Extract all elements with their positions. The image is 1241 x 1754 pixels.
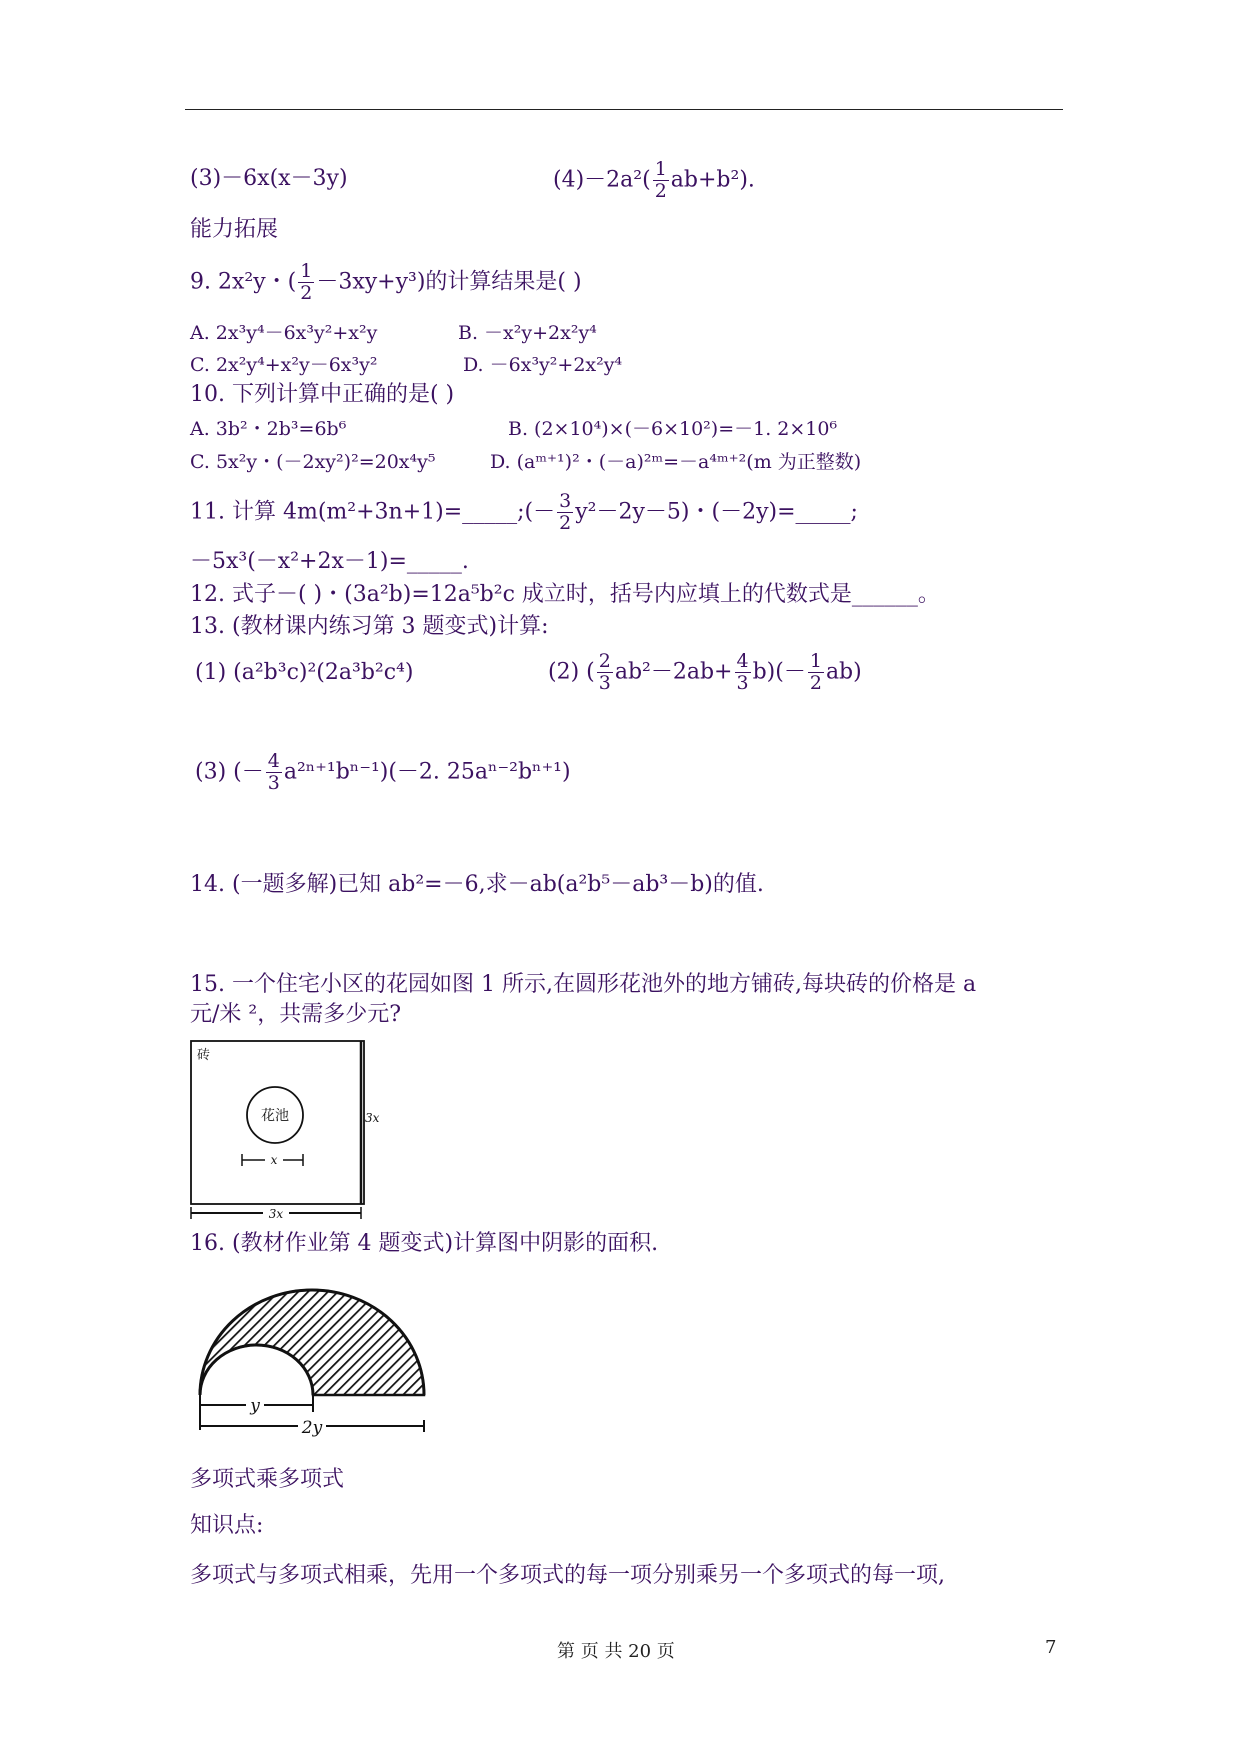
q9-option-b: B. －x²y+2x²y⁴ — [458, 322, 597, 344]
question-16: 16. (教材作业第 4 题变式)计算图中阴影的面积. — [190, 1231, 659, 1256]
section-heading-ability: 能力拓展 — [190, 217, 279, 242]
fraction — [735, 652, 751, 693]
q9-option-d: D. －6x³y²+2x²y⁴ — [463, 354, 623, 376]
numerator: 1 — [654, 158, 667, 180]
q10-option-c: C. 5x²y・(－2xy²)²=20x⁴y⁵ — [190, 451, 436, 473]
fraction — [298, 262, 314, 303]
question-13-2 — [548, 652, 862, 693]
q13-2-middle: ab²－2ab+ — [614, 659, 733, 685]
q13-3-suffix: a²ⁿ⁺¹bⁿ⁻¹)(－2. 25aⁿ⁻²bⁿ⁺¹) — [283, 759, 571, 785]
q13-2-middle-2: b)(－ — [752, 659, 806, 685]
q10-option-a: A. 3b²・2b³=6b⁶ — [190, 418, 347, 440]
question-15-line-1: 15. 一个住宅小区的花园如图 1 所示,在圆形花池外的地方铺砖,每块砖的价格是 a — [190, 972, 977, 997]
fraction — [808, 652, 824, 693]
denominator: 2 — [809, 672, 822, 694]
q13-2-prefix: (2) ( — [548, 659, 595, 685]
q9-suffix: －3xy+y³)的计算结果是( ) — [316, 269, 582, 295]
numerator: 3 — [559, 490, 572, 512]
numerator: 1 — [809, 650, 822, 672]
q10-option-d: D. (aᵐ⁺¹)²・(－a)²ᵐ=－a⁴ᵐ⁺²(m 为正整数) — [490, 451, 862, 473]
denominator: 2 — [559, 512, 572, 534]
question-12: 12. 式子－( )・(3a²b)=12a⁵b²c 成立时，括号内应填上的代数式是______。 — [190, 582, 940, 607]
q10-option-b: B. (2×10⁴)×(－6×10²)=－1. 2×10⁶ — [508, 418, 838, 440]
denominator: 3 — [598, 672, 611, 694]
shaded-area-figure — [190, 1280, 435, 1445]
question-9 — [190, 262, 582, 303]
problem-8-3: (3)－6x(x－3y) — [190, 166, 348, 191]
q13-2-suffix: ab) — [825, 659, 862, 685]
fraction — [266, 752, 282, 793]
question-11 — [190, 492, 858, 533]
fraction — [653, 160, 669, 201]
q9-option-c: C. 2x²y⁴+x²y－6x³y² — [190, 354, 378, 376]
problem-8-4 — [553, 160, 755, 201]
question-15-line-2: 元/米 ²，共需多少元? — [190, 1002, 402, 1027]
header-rule — [185, 109, 1063, 110]
question-13-1: (1) (a²b³c)²(2a³b²c⁴) — [195, 660, 414, 685]
garden-figure — [185, 1035, 385, 1220]
knowledge-point-label: 知识点: — [190, 1513, 264, 1538]
denominator: 2 — [654, 180, 667, 202]
question-13-3 — [195, 752, 571, 793]
problem-8-4-suffix: ab+b²). — [670, 167, 755, 193]
q13-3-prefix: (3) (－ — [195, 759, 264, 785]
brick-label: 砖 — [197, 1048, 211, 1063]
x-label: x — [270, 1153, 278, 1167]
2y-label: 2y — [301, 1418, 323, 1438]
q9-option-a: A. 2x³y⁴－6x³y²+x²y — [190, 322, 378, 344]
numerator: 2 — [598, 650, 611, 672]
denominator: 3 — [267, 772, 280, 794]
question-11-line-2: －5x³(－x²+2x－1)=_____. — [190, 549, 469, 574]
numerator: 1 — [300, 260, 313, 282]
pool-label: 花池 — [261, 1108, 289, 1124]
fraction — [557, 492, 573, 533]
question-13: 13. (教材课内练习第 3 题变式)计算: — [190, 614, 549, 639]
q9-prefix: 9. 2x²y・( — [190, 269, 297, 295]
numerator: 4 — [267, 750, 280, 772]
question-10: 10. 下列计算中正确的是( ) — [190, 382, 455, 407]
side-3x-label: 3x — [365, 1111, 380, 1125]
problem-8-4-prefix: (4)－2a²( — [553, 167, 651, 193]
denominator: 3 — [736, 672, 749, 694]
bottom-3x-label: 3x — [268, 1207, 284, 1220]
section-heading-polynomial: 多项式乘多项式 — [190, 1467, 345, 1492]
page-counter: 第 页 共 20 页 — [557, 1641, 675, 1662]
numerator: 4 — [736, 650, 749, 672]
y-label: y — [250, 1396, 260, 1416]
q11-suffix: y²－2y－5)・(－2y)=_____; — [575, 499, 858, 525]
question-14: 14. (一题多解)已知 ab²=－6,求－ab(a²b⁵－ab³－b)的值. — [190, 872, 764, 897]
page-number: 7 — [1045, 1637, 1057, 1658]
fraction — [597, 652, 613, 693]
q11-prefix: 11. 计算 4m(m²+3n+1)=_____;(－ — [190, 499, 556, 525]
denominator: 2 — [300, 282, 313, 304]
knowledge-point-text: 多项式与多项式相乘，先用一个多项式的每一项分别乘另一个多项式的每一项, — [190, 1563, 945, 1588]
shaded-region — [200, 1290, 424, 1395]
